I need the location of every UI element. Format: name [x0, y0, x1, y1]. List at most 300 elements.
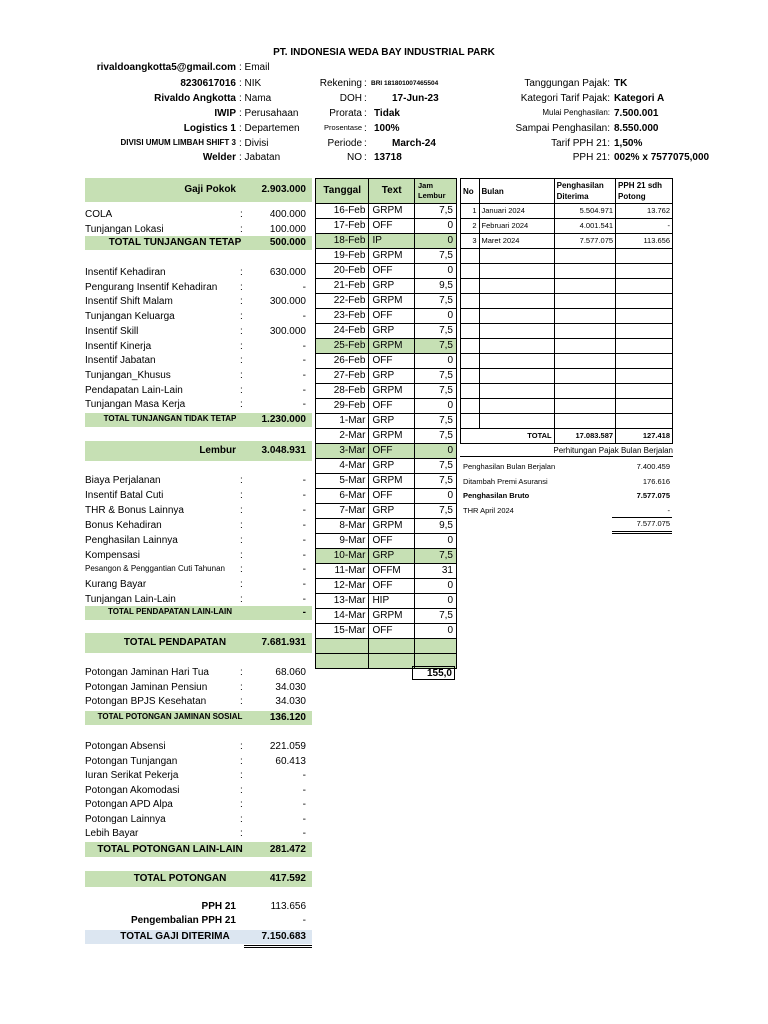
- tax-value: TK: [614, 78, 628, 89]
- potongan-lain-value: -: [302, 828, 306, 839]
- attendance-hours: 7,5: [414, 414, 456, 429]
- calc-value: 7.577.075: [636, 491, 670, 500]
- pendapatan-lain-value: -: [302, 564, 306, 576]
- colon: :: [240, 489, 243, 501]
- monthly-penghasilan: 7.577.075: [554, 234, 615, 249]
- attendance-empty-cell: [316, 639, 369, 654]
- potongan-jaminan-value: 68.060: [275, 667, 306, 678]
- gaji-pokok-label: Gaji Pokok: [184, 184, 236, 195]
- total-gaji-label: TOTAL GAJI DITERIMA: [120, 931, 230, 942]
- attendance-date: 22-Feb: [316, 294, 369, 309]
- attendance-date: 27-Feb: [316, 369, 369, 384]
- tunjangan-tidak-tetap-label: Insentif Kinerja: [85, 340, 152, 352]
- attendance-table: [315, 178, 457, 669]
- attendance-code: OFF: [369, 309, 415, 324]
- attendance-row: [316, 624, 457, 639]
- attendance-code: OFF: [369, 399, 415, 414]
- attendance-hours: 7,5: [414, 474, 456, 489]
- colon: :: [240, 504, 243, 516]
- attendance-date: 5-Mar: [316, 474, 369, 489]
- pendapatan-lain-value: -: [302, 475, 306, 486]
- pendapatan-lain-label: Tunjangan Lain-Lain: [85, 594, 176, 606]
- info-value: Tidak: [374, 108, 400, 119]
- monthly-penghasilan: [554, 294, 615, 309]
- attendance-hours: 7,5: [414, 429, 456, 444]
- tunjangan-tidak-tetap-label: Pengurang Insentif Kehadiran: [85, 281, 218, 293]
- monthly-row: [461, 414, 673, 429]
- attendance-hours: 7,5: [414, 249, 456, 264]
- attendance-code: GRP: [369, 324, 415, 339]
- info-label: Prorata: [329, 108, 362, 119]
- colon: :: [240, 755, 243, 767]
- colon: :: [240, 564, 243, 576]
- attendance-row: [316, 264, 457, 279]
- attendance-row: [316, 579, 457, 594]
- monthly-row: [461, 294, 673, 309]
- pendapatan-lain-label: Penghasilan Lainnya: [85, 534, 178, 546]
- attendance-hours: 7,5: [414, 204, 456, 219]
- monthly-penghasilan: [554, 249, 615, 264]
- colon: :: [240, 384, 243, 396]
- calc-label: Penghasilan Bulan Berjalan: [463, 462, 556, 471]
- attendance-date: 21-Feb: [316, 279, 369, 294]
- monthly-pph: [616, 354, 673, 369]
- tax-value: 7.500.001: [614, 108, 659, 119]
- attendance-hours: 7,5: [414, 369, 456, 384]
- monthly-no: [461, 384, 480, 399]
- attendance-code: GRP: [369, 414, 415, 429]
- attendance-hours: 7,5: [414, 294, 456, 309]
- monthly-no: [461, 294, 480, 309]
- attendance-row: [316, 399, 457, 414]
- lembur-value: 3.048.931: [261, 445, 306, 456]
- attendance-date: 1-Mar: [316, 414, 369, 429]
- attendance-hours: 0: [414, 309, 456, 324]
- monthly-pph: [616, 309, 673, 324]
- attendance-code: OFF: [369, 219, 415, 234]
- attendance-hours: 0: [414, 624, 456, 639]
- pendapatan-lain-value: -: [302, 579, 306, 591]
- lembur-label: Lembur: [199, 445, 236, 456]
- colon: :: [240, 770, 243, 781]
- attendance-hours: 0: [414, 354, 456, 369]
- info-label: Periode: [327, 138, 362, 149]
- attendance-code: OFF: [369, 579, 415, 594]
- tax-label: Mulai Penghasilan:: [542, 108, 610, 117]
- attendance-row: [316, 489, 457, 504]
- info-value: Welder: [202, 152, 236, 163]
- potongan-lain-label: Potongan Absensi: [85, 741, 166, 752]
- monthly-pph: [616, 279, 673, 294]
- monthly-header-cell: No: [461, 179, 480, 204]
- monthly-penghasilan: 4.001.541: [554, 219, 615, 234]
- attendance-row: [316, 294, 457, 309]
- attendance-date: 2-Mar: [316, 429, 369, 444]
- potongan-lain-value: -: [302, 813, 306, 825]
- calc-label: THR April 2024: [463, 505, 514, 515]
- colon: :: [240, 209, 243, 220]
- potongan-jaminan-value: 34.030: [275, 696, 306, 708]
- info-value: Rivaldo Angkotta: [154, 93, 236, 104]
- attendance-row: [316, 369, 457, 384]
- total-tunjangan-tidak-tetap-label: TOTAL TUNJANGAN TIDAK TETAP: [103, 414, 237, 423]
- tax-value: 002% x 7577075,000: [614, 152, 710, 163]
- info-colon: :: [364, 152, 367, 163]
- info-colon: :: [364, 78, 367, 89]
- attendance-row: [316, 429, 457, 444]
- monthly-penghasilan: [554, 309, 615, 324]
- attendance-date: 19-Feb: [316, 249, 369, 264]
- attendance-hours: 0: [414, 579, 456, 594]
- underline: [244, 947, 312, 948]
- monthly-no: [461, 279, 480, 294]
- monthly-penghasilan: [554, 399, 615, 414]
- monthly-penghasilan: [554, 414, 615, 429]
- info-value: DIVISI UMUM LIMBAH SHIFT 3: [120, 138, 236, 147]
- attendance-row: [316, 324, 457, 339]
- colon: :: [240, 579, 243, 591]
- attendance-hours: 7,5: [414, 504, 456, 519]
- attendance-header-cell: Jam Lembur: [414, 179, 456, 204]
- monthly-header: [461, 179, 673, 204]
- tunjangan-tetap-label: Tunjangan Lokasi: [85, 223, 164, 235]
- monthly-row: [461, 324, 673, 339]
- attendance-hours: 0: [414, 264, 456, 279]
- colon: :: [240, 267, 243, 278]
- monthly-header-cell: Bulan: [479, 179, 554, 204]
- monthly-row: [461, 264, 673, 279]
- attendance-code: OFFM: [369, 564, 415, 579]
- monthly-bulan: Januari 2024: [479, 204, 554, 219]
- pendapatan-lain-label: Biaya Perjalanan: [85, 475, 161, 486]
- pendapatan-lain-label: Kompensasi: [85, 549, 141, 561]
- tax-label: Sampai Penghasilan:: [515, 123, 610, 134]
- attendance-row: [316, 609, 457, 624]
- underline: [244, 945, 312, 946]
- attendance-row: [316, 549, 457, 564]
- monthly-no: [461, 369, 480, 384]
- monthly-bulan: Februari 2024: [479, 219, 554, 234]
- pph21-label: PPH 21: [201, 901, 236, 912]
- underline: [612, 531, 672, 532]
- info-label: Rekening: [319, 78, 362, 89]
- calc-value: -: [667, 505, 670, 515]
- attendance-code: GRPM: [369, 474, 415, 489]
- attendance-row: [316, 309, 457, 324]
- pendapatan-lain-value: -: [302, 594, 306, 606]
- monthly-no: [461, 264, 480, 279]
- info-label: : Email: [239, 62, 270, 73]
- potongan-lain-label: Potongan Tunjangan: [85, 755, 178, 767]
- attendance-code: OFF: [369, 444, 415, 459]
- info-value: 100%: [374, 123, 400, 134]
- attendance-code: OFF: [369, 354, 415, 369]
- attendance-hours: 9,5: [414, 279, 456, 294]
- total-gaji-value: 7.150.683: [261, 931, 306, 942]
- colon: :: [240, 325, 243, 337]
- attendance-row: [316, 459, 457, 474]
- monthly-pph: [616, 414, 673, 429]
- tunjangan-tidak-tetap-label: Tunjangan Keluarga: [85, 311, 175, 323]
- colon: :: [240, 828, 243, 839]
- attendance-code: GRPM: [369, 519, 415, 534]
- potongan-lain-value: -: [302, 770, 306, 781]
- attendance-date: 17-Feb: [316, 219, 369, 234]
- attendance-hours: 0: [414, 534, 456, 549]
- attendance-date: 23-Feb: [316, 309, 369, 324]
- total-tunjangan-tetap-value: 500.000: [269, 237, 306, 248]
- colon: :: [240, 696, 243, 708]
- colon: :: [240, 296, 243, 308]
- potongan-lain-label: Potongan Lainnya: [85, 813, 166, 825]
- monthly-no: [461, 339, 480, 354]
- underline: [612, 517, 672, 518]
- info-label: NO: [347, 152, 362, 163]
- attendance-date: 25-Feb: [316, 339, 369, 354]
- attendance-date: 7-Mar: [316, 504, 369, 519]
- colon: :: [240, 681, 243, 693]
- calc-label: Penghasilan Bruto: [463, 491, 530, 500]
- colon: :: [240, 741, 243, 752]
- total-potongan-lain-value: 281.472: [269, 843, 306, 855]
- monthly-pph: 13.762: [616, 204, 673, 219]
- info-label: : Departemen: [239, 123, 300, 134]
- attendance-date: 3-Mar: [316, 444, 369, 459]
- colon: :: [240, 667, 243, 678]
- monthly-row: [461, 384, 673, 399]
- total-potongan-label: TOTAL POTONGAN: [133, 873, 227, 884]
- attendance-hours: 7,5: [414, 324, 456, 339]
- tax-label: Kategori Tarif Pajak:: [520, 93, 610, 104]
- tunjangan-tidak-tetap-value: -: [302, 340, 306, 352]
- monthly-row: [461, 354, 673, 369]
- pendapatan-lain-value: -: [302, 549, 306, 561]
- company-title: PT. INDONESIA WEDA BAY INDUSTRIAL PARK: [273, 47, 495, 58]
- pendapatan-lain-value: -: [302, 519, 306, 531]
- monthly-row: [461, 219, 673, 234]
- monthly-penghasilan: [554, 354, 615, 369]
- potongan-lain-label: Lebih Bayar: [85, 828, 139, 839]
- attendance-date: 14-Mar: [316, 609, 369, 624]
- monthly-penghasilan: [554, 279, 615, 294]
- monthly-bulan: [479, 354, 554, 369]
- attendance-hours: 7,5: [414, 609, 456, 624]
- monthly-bulan: [479, 249, 554, 264]
- colon: :: [240, 475, 243, 486]
- monthly-pph: [616, 324, 673, 339]
- monthly-no: 3: [461, 234, 480, 249]
- monthly-no: [461, 309, 480, 324]
- potongan-jaminan-label: Potongan Jaminan Pensiun: [85, 681, 208, 693]
- monthly-pph: 113.656: [616, 234, 673, 249]
- pengembalian-label: Pengembalian PPH 21: [130, 915, 236, 926]
- tunjangan-tidak-tetap-value: 300.000: [269, 296, 306, 308]
- colon: :: [240, 534, 243, 546]
- attendance-code: GRPM: [369, 384, 415, 399]
- monthly-penghasilan: [554, 264, 615, 279]
- potongan-lain-label: Potongan APD Alpa: [85, 799, 173, 810]
- attendance-date: 29-Feb: [316, 399, 369, 414]
- monthly-row: [461, 339, 673, 354]
- attendance-row: [316, 414, 457, 429]
- attendance-date: 13-Mar: [316, 594, 369, 609]
- tunjangan-tidak-tetap-label: Insentif Kehadiran: [85, 267, 166, 278]
- attendance-row: [316, 204, 457, 219]
- attendance-row: [316, 534, 457, 549]
- total-potongan-jaminan-label: TOTAL POTONGAN JAMINAN SOSIAL: [97, 712, 243, 721]
- monthly-no: [461, 249, 480, 264]
- info-value: Logistics 1: [183, 123, 236, 134]
- total-overtime-hours: 155,0: [412, 666, 455, 680]
- attendance-date: 26-Feb: [316, 354, 369, 369]
- tunjangan-tetap-value: 400.000: [269, 209, 306, 220]
- pendapatan-lain-label: Pesangon & Penggantian Cuti Tahunan: [85, 564, 225, 574]
- gaji-pokok-value: 2.903.000: [261, 184, 306, 195]
- monthly-pph: [616, 399, 673, 414]
- total-potongan-value: 417.592: [269, 873, 306, 884]
- attendance-empty-cell: [369, 654, 415, 669]
- attendance-row: [316, 354, 457, 369]
- colon: :: [240, 594, 243, 606]
- attendance-code: GRP: [369, 504, 415, 519]
- monthly-bulan: [479, 309, 554, 324]
- attendance-hours: 7,5: [414, 384, 456, 399]
- pengembalian-value: -: [302, 915, 306, 926]
- info-value: March-24: [392, 138, 436, 149]
- colon: :: [240, 281, 243, 293]
- attendance-empty-cell: [369, 639, 415, 654]
- attendance-code: IP: [369, 234, 415, 249]
- attendance-row-empty: [316, 639, 457, 654]
- attendance-empty-cell: [316, 654, 369, 669]
- monthly-no: [461, 414, 480, 429]
- attendance-header-cell: Text: [369, 179, 415, 204]
- total-potongan-jaminan-value: 136.120: [269, 712, 306, 723]
- monthly-bulan: [479, 339, 554, 354]
- attendance-date: 18-Feb: [316, 234, 369, 249]
- pendapatan-lain-label: THR & Bonus Lainnya: [85, 504, 184, 516]
- tunjangan-tidak-tetap-label: Pendapatan Lain-Lain: [85, 384, 183, 396]
- monthly-row: [461, 309, 673, 324]
- pph21-value: 113.656: [270, 901, 306, 912]
- attendance-code: OFF: [369, 624, 415, 639]
- info-colon: :: [364, 138, 367, 149]
- info-label: : NIK: [239, 78, 262, 89]
- pendapatan-lain-label: Kurang Bayar: [85, 579, 147, 591]
- attendance-date: 12-Mar: [316, 579, 369, 594]
- attendance-row: [316, 444, 457, 459]
- tunjangan-tidak-tetap-value: 630.000: [269, 267, 306, 278]
- monthly-pph: [616, 369, 673, 384]
- tax-value: 1,50%: [614, 138, 643, 149]
- total-pendapatan-label: TOTAL PENDAPATAN: [123, 637, 227, 648]
- attendance-code: GRPM: [369, 249, 415, 264]
- tunjangan-tidak-tetap-value: -: [302, 399, 306, 411]
- attendance-hours: 31: [414, 564, 456, 579]
- monthly-penghasilan: [554, 324, 615, 339]
- tunjangan-tidak-tetap-value: 300.000: [269, 325, 306, 337]
- attendance-code: OFF: [369, 489, 415, 504]
- attendance-date: 11-Mar: [316, 564, 369, 579]
- info-label: : Nama: [239, 93, 272, 104]
- monthly-income-table: [460, 178, 673, 444]
- attendance-row: [316, 474, 457, 489]
- attendance-row: [316, 339, 457, 354]
- attendance-row: [316, 504, 457, 519]
- attendance-date: 24-Feb: [316, 324, 369, 339]
- attendance-hours: 7,5: [414, 459, 456, 474]
- monthly-penghasilan: [554, 339, 615, 354]
- tax-label: PPH 21:: [572, 152, 610, 163]
- total-pendapatan-lain-value: -: [302, 607, 306, 618]
- monthly-bulan: [479, 414, 554, 429]
- monthly-total-label: TOTAL: [461, 429, 555, 444]
- potongan-lain-label: Iuran Serikat Pekerja: [85, 770, 179, 781]
- attendance-date: 16-Feb: [316, 204, 369, 219]
- monthly-bulan: [479, 279, 554, 294]
- attendance-row: [316, 249, 457, 264]
- monthly-pph: [616, 264, 673, 279]
- attendance-row: [316, 384, 457, 399]
- attendance-code: GRPM: [369, 294, 415, 309]
- pendapatan-lain-label: Insentif Batal Cuti: [85, 489, 164, 501]
- info-value: 17-Jun-23: [392, 93, 439, 104]
- attendance-date: 20-Feb: [316, 264, 369, 279]
- info-label: DOH: [339, 93, 362, 104]
- attendance-hours: 0: [414, 489, 456, 504]
- calc-total: 7.577.075: [636, 519, 670, 528]
- monthly-bulan: [479, 384, 554, 399]
- monthly-bulan: [479, 324, 554, 339]
- colon: :: [240, 813, 243, 825]
- attendance-hours: 0: [414, 399, 456, 414]
- attendance-hours: 0: [414, 594, 456, 609]
- tunjangan-tetap-label: COLA: [85, 209, 113, 220]
- info-value: 13718: [374, 152, 402, 163]
- monthly-pph: [616, 294, 673, 309]
- monthly-no: 2: [461, 219, 480, 234]
- total-tunjangan-tidak-tetap-value: 1.230.000: [261, 414, 306, 425]
- attendance-row: [316, 564, 457, 579]
- attendance-date: 9-Mar: [316, 534, 369, 549]
- pendapatan-lain-value: -: [302, 534, 306, 546]
- monthly-bulan: [479, 369, 554, 384]
- monthly-row: [461, 249, 673, 264]
- monthly-total-row: [461, 429, 673, 444]
- attendance-date: 15-Mar: [316, 624, 369, 639]
- calc-label: Ditambah Premi Asuransi: [463, 476, 548, 486]
- colon: :: [240, 549, 243, 561]
- info-colon: :: [364, 93, 367, 104]
- monthly-penghasilan: [554, 384, 615, 399]
- attendance-row: [316, 234, 457, 249]
- tunjangan-tidak-tetap-value: -: [302, 369, 306, 381]
- tax-value: 8.550.000: [614, 123, 659, 134]
- attendance-date: 10-Mar: [316, 549, 369, 564]
- attendance-hours: 0: [414, 234, 456, 249]
- attendance-date: 4-Mar: [316, 459, 369, 474]
- monthly-no: [461, 324, 480, 339]
- attendance-hours: 0: [414, 444, 456, 459]
- monthly-header-cell: PPH 21 sdh Potong: [616, 179, 673, 204]
- attendance-date: 28-Feb: [316, 384, 369, 399]
- tax-label: Tarif PPH 21:: [551, 138, 610, 149]
- attendance-hours: 9,5: [414, 519, 456, 534]
- attendance-hours: 7,5: [414, 339, 456, 354]
- monthly-pph: [616, 339, 673, 354]
- total-potongan-lain-label: TOTAL POTONGAN LAIN-LAIN: [97, 843, 243, 855]
- attendance-row: [316, 594, 457, 609]
